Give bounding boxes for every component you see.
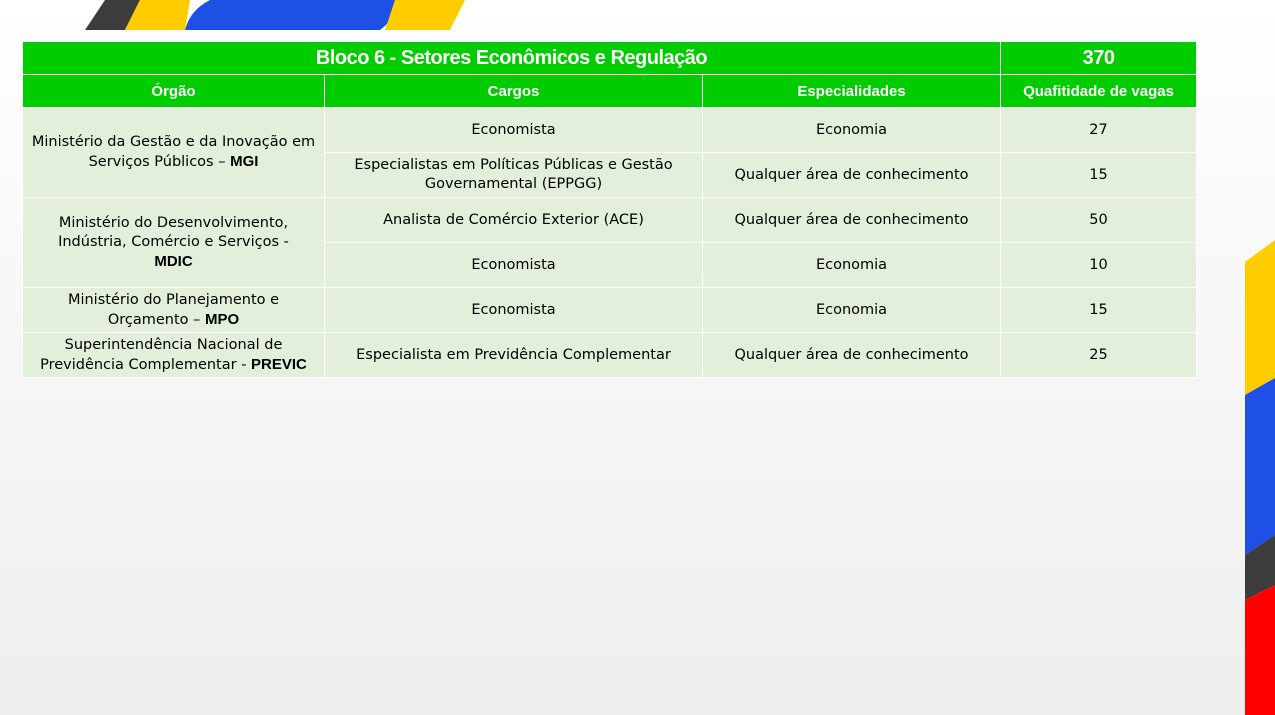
header-vagas: Quafitidade de vagas bbox=[1001, 75, 1197, 108]
vagas-cell: 27 bbox=[1001, 108, 1197, 153]
table-title-row bbox=[23, 42, 1197, 75]
orgao-acronym: MDIC bbox=[154, 252, 193, 270]
right-flag-decoration bbox=[1245, 0, 1275, 715]
cargo-cell: Analista de Comércio Exterior (ACE) bbox=[325, 198, 703, 243]
vacancies-table bbox=[22, 41, 1197, 378]
orgao-acronym: PREVIC bbox=[251, 355, 307, 373]
table-header-row bbox=[23, 75, 1197, 108]
especialidade-cell: Qualquer área de conhecimento bbox=[703, 198, 1001, 243]
vagas-cell: 50 bbox=[1001, 198, 1197, 243]
cargo-cell: Economista bbox=[325, 108, 703, 153]
orgao-cell bbox=[23, 198, 325, 288]
orgao-name: Superintendência Nacional de Previdência Complementar - bbox=[40, 336, 283, 373]
cargo-cell: Especialista em Previdência Complementar bbox=[325, 333, 703, 378]
especialidade-cell: Qualquer área de conhecimento bbox=[703, 333, 1001, 378]
orgao-name: Ministério do Desenvolvimento, Indústria, Comércio e Serviços - bbox=[58, 214, 289, 250]
vagas-cell: 15 bbox=[1001, 288, 1197, 333]
vagas-cell: 10 bbox=[1001, 243, 1197, 288]
vagas-cell: 25 bbox=[1001, 333, 1197, 378]
cargo-cell: Economista bbox=[325, 243, 703, 288]
especialidade-cell: Economia bbox=[703, 108, 1001, 153]
especialidade-cell: Qualquer área de conhecimento bbox=[703, 153, 1001, 198]
table-title: Bloco 6 - Setores Econômicos e Regulação bbox=[23, 42, 1001, 75]
table-row bbox=[23, 108, 1197, 153]
table-row bbox=[23, 288, 1197, 333]
cargo-cell: Especialistas em Políticas Públicas e Gestão Governamental (EPPGG) bbox=[325, 153, 703, 198]
table-row bbox=[23, 333, 1197, 378]
vagas-cell: 15 bbox=[1001, 153, 1197, 198]
top-left-flag-decoration bbox=[0, 0, 470, 30]
orgao-acronym: MPO bbox=[205, 310, 240, 328]
especialidade-cell: Economia bbox=[703, 288, 1001, 333]
orgao-acronym: MGI bbox=[230, 153, 259, 170]
orgao-name: Ministério do Planejamento e Orçamento – bbox=[67, 291, 280, 328]
table-row bbox=[23, 198, 1197, 243]
especialidade-cell: Economia bbox=[703, 243, 1001, 288]
orgao-cell bbox=[23, 108, 325, 198]
header-cargos: Cargos bbox=[325, 75, 703, 108]
header-especialidades: Especialidades bbox=[703, 75, 1001, 108]
header-orgao: Órgão bbox=[23, 75, 325, 108]
total-vacancies: 370 bbox=[1001, 42, 1197, 75]
cargo-cell: Economista bbox=[325, 288, 703, 333]
orgao-name: Ministério da Gestão e da Inovação em Serviços Públicos – bbox=[31, 134, 316, 170]
orgao-cell bbox=[23, 288, 325, 333]
orgao-cell bbox=[23, 333, 325, 378]
